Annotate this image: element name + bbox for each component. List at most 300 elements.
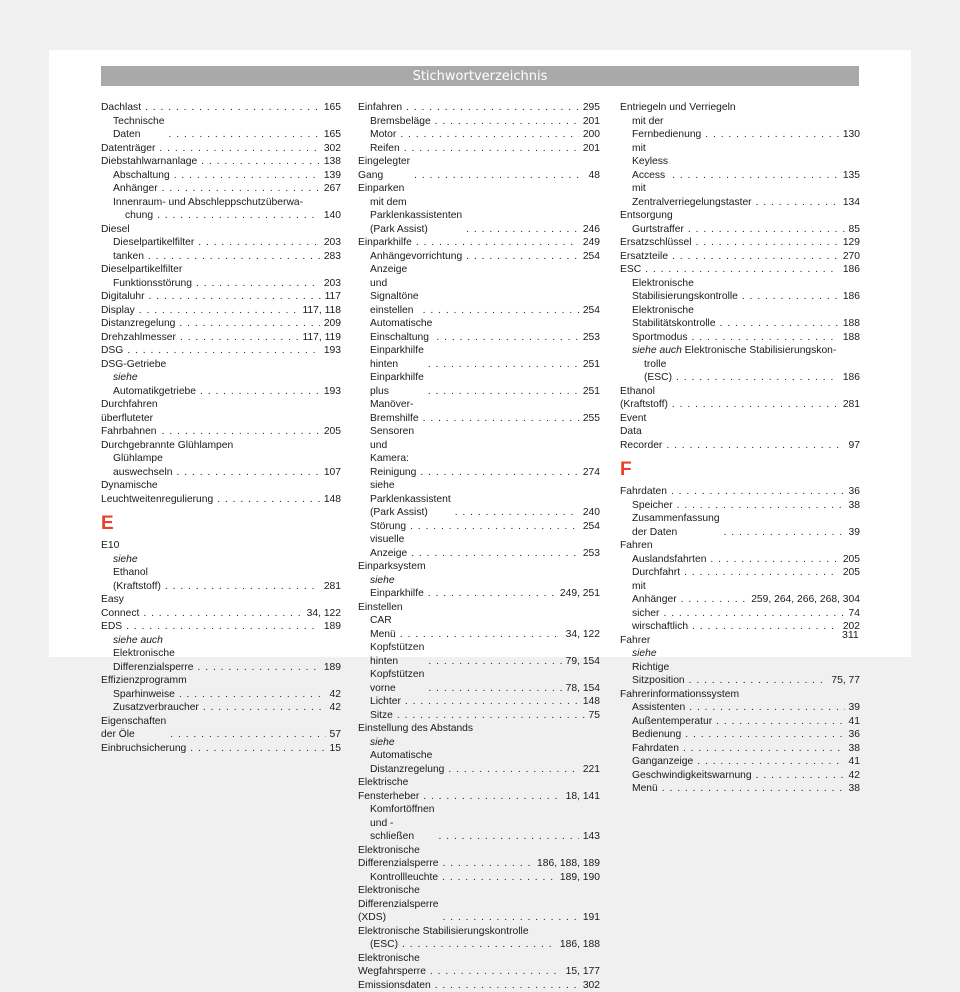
entry-term-text: Ersatzteile bbox=[620, 251, 668, 262]
entry-term bbox=[620, 250, 668, 264]
index-heading-text: Innenraum- und Abschleppschutzüberwa- bbox=[113, 197, 303, 208]
index-entry bbox=[101, 155, 341, 169]
entry-term bbox=[101, 715, 166, 742]
dot-leader bbox=[692, 331, 839, 345]
dot-leader bbox=[662, 782, 845, 796]
page-reference: 267 bbox=[324, 182, 341, 196]
dot-leader bbox=[455, 506, 579, 520]
entry-term bbox=[113, 634, 194, 675]
dot-leader bbox=[126, 620, 320, 634]
entry-term-text: Störung bbox=[370, 521, 406, 532]
entry-term-text: mit der Fernbedienung bbox=[632, 116, 701, 141]
page-reference: 36 bbox=[849, 728, 860, 742]
entry-term-text: Kopfstützen vorne bbox=[370, 669, 424, 694]
dot-leader bbox=[692, 620, 839, 634]
entry-term-text: Elektronische Stabilisierungskontrolle bbox=[632, 278, 738, 303]
entry-term bbox=[620, 263, 641, 277]
page-reference: 283 bbox=[324, 250, 341, 264]
page-reference: 249, 251 bbox=[560, 587, 600, 601]
index-entry bbox=[358, 574, 600, 601]
index-entry bbox=[101, 169, 341, 183]
entry-term bbox=[370, 641, 424, 668]
index-entry bbox=[358, 709, 600, 723]
page-reference: 281 bbox=[324, 580, 341, 594]
entry-term-text: Automatische Einschaltung bbox=[370, 318, 432, 343]
index-entry bbox=[358, 844, 600, 871]
index-entry bbox=[358, 155, 600, 182]
page-reference: 74 bbox=[849, 607, 860, 621]
index-heading bbox=[101, 196, 341, 210]
index-heading-text: Einparksystem bbox=[358, 561, 426, 572]
page-reference: 254 bbox=[583, 520, 600, 534]
entry-term-text: Dieselpartikelfilter bbox=[113, 237, 194, 248]
index-entry bbox=[101, 115, 341, 142]
index-entry bbox=[358, 425, 600, 479]
page-reference: 41 bbox=[849, 755, 860, 769]
page-reference: 203 bbox=[324, 236, 341, 250]
index-heading-text: Dieselpartikelfilter bbox=[101, 264, 182, 275]
dot-leader bbox=[196, 277, 320, 291]
entry-term-text: Einparkhilfe bbox=[358, 237, 412, 248]
page-reference: 189 bbox=[324, 620, 341, 634]
index-entry bbox=[620, 755, 860, 769]
entry-term-text: Datenträger bbox=[101, 143, 155, 154]
index-entry bbox=[620, 512, 860, 539]
index-entry bbox=[620, 728, 860, 742]
entry-term-text: Eingelegter Gang bbox=[358, 156, 410, 181]
index-entry bbox=[358, 263, 600, 317]
page-reference: 85 bbox=[849, 223, 860, 237]
index-heading bbox=[358, 560, 600, 574]
dot-leader bbox=[190, 742, 325, 756]
index-heading-text: Durchgebrannte Glühlampen bbox=[101, 440, 233, 451]
page-reference: 240 bbox=[583, 506, 600, 520]
page-reference: 117, 119 bbox=[302, 331, 341, 345]
entry-term bbox=[632, 512, 720, 539]
entry-term-text: tanken bbox=[113, 251, 144, 262]
entry-term bbox=[620, 236, 692, 250]
dot-leader bbox=[404, 142, 579, 156]
page-reference: 39 bbox=[849, 701, 860, 715]
index-entry bbox=[620, 485, 860, 499]
index-entry bbox=[101, 742, 341, 756]
page-reference: 253 bbox=[583, 547, 600, 561]
entry-term bbox=[632, 607, 659, 621]
see-reference: siehe bbox=[632, 648, 657, 659]
page-reference: 202 bbox=[843, 620, 860, 634]
entry-term bbox=[113, 452, 173, 479]
dot-leader bbox=[162, 182, 320, 196]
entry-term bbox=[101, 331, 176, 345]
index-entry bbox=[101, 634, 341, 675]
page-reference: 201 bbox=[583, 142, 600, 156]
page-reference: 15, 177 bbox=[566, 965, 600, 979]
dot-leader bbox=[428, 682, 561, 696]
entry-term-text: mit Anhänger bbox=[632, 581, 677, 606]
dot-leader bbox=[435, 979, 579, 992]
dot-leader bbox=[683, 742, 845, 756]
index-entry bbox=[358, 695, 600, 709]
page-reference: 134 bbox=[843, 196, 860, 210]
dot-leader bbox=[405, 695, 579, 709]
entry-term-text: Funktionsstörung bbox=[113, 278, 192, 289]
entry-term bbox=[370, 128, 396, 142]
page-reference: 38 bbox=[849, 499, 860, 513]
entry-term-text: Eigenschaften der Öle bbox=[101, 716, 166, 741]
index-entry bbox=[620, 142, 860, 183]
dot-leader bbox=[466, 250, 579, 264]
page-reference: 57 bbox=[330, 728, 341, 742]
dot-leader bbox=[439, 830, 579, 844]
page-reference: 130 bbox=[843, 128, 860, 142]
dot-leader bbox=[201, 155, 320, 169]
dot-leader bbox=[177, 466, 320, 480]
entry-term bbox=[370, 668, 424, 695]
page-reference: 205 bbox=[843, 553, 860, 567]
index-entry bbox=[358, 871, 600, 885]
page-title: Stichwortverzeichnis bbox=[101, 69, 859, 84]
entry-term bbox=[632, 331, 688, 345]
index-entry bbox=[620, 331, 860, 345]
dot-leader bbox=[435, 115, 579, 129]
entry-term-text: Emissionsdaten bbox=[358, 980, 431, 991]
page-reference: 117 bbox=[325, 290, 341, 304]
entry-term-text: Durchfahrt bbox=[632, 567, 680, 578]
index-entry bbox=[358, 142, 600, 156]
entry-term-text: Einparkhilfe plus bbox=[370, 372, 424, 397]
dot-leader bbox=[157, 209, 320, 223]
entry-term bbox=[632, 580, 677, 607]
entry-term-text: EDS bbox=[101, 621, 122, 632]
entry-term bbox=[632, 769, 752, 783]
page-reference: 246 bbox=[583, 223, 600, 237]
entry-term-text: Richtige Sitzposition bbox=[632, 662, 685, 687]
entry-term-text: visuelle Anzeige bbox=[370, 534, 407, 559]
entry-term-text: sicher bbox=[632, 608, 659, 619]
entry-term bbox=[113, 182, 158, 196]
entry-term-text: Sensoren und Kamera: Reinigung bbox=[370, 426, 416, 478]
entry-term bbox=[370, 614, 396, 641]
entry-term bbox=[632, 304, 716, 331]
index-heading-text: Fahren bbox=[620, 540, 653, 551]
entry-term bbox=[101, 101, 141, 115]
entry-term bbox=[101, 155, 197, 169]
index-entry bbox=[101, 688, 341, 702]
entry-term bbox=[113, 115, 165, 142]
entry-term bbox=[113, 688, 175, 702]
see-reference: siehe bbox=[113, 554, 138, 565]
entry-term bbox=[632, 277, 738, 304]
dot-leader bbox=[672, 250, 839, 264]
entry-term-text: Assistenten bbox=[632, 702, 685, 713]
page-reference: 259, 264, 266, 268, 304 bbox=[751, 593, 860, 607]
entry-term-text: Zusammenfassung der Daten bbox=[632, 513, 720, 538]
dot-leader bbox=[720, 317, 839, 331]
index-heading-text: Einstellung des Abstands bbox=[358, 723, 473, 734]
page-reference: 249 bbox=[583, 236, 600, 250]
entry-term-text: Anhänger bbox=[113, 183, 158, 194]
entry-term-text: Sportmodus bbox=[632, 332, 688, 343]
index-entry bbox=[620, 499, 860, 513]
index-entry bbox=[358, 736, 600, 777]
index-heading-text: Entriegeln und Verriegeln bbox=[620, 102, 736, 113]
entry-term-text: Kopfstützen hinten bbox=[370, 642, 424, 667]
entry-term bbox=[101, 344, 123, 358]
index-entry bbox=[358, 196, 600, 237]
dot-leader bbox=[716, 715, 844, 729]
index-entry bbox=[101, 142, 341, 156]
dot-leader bbox=[414, 169, 584, 183]
entry-term bbox=[370, 695, 401, 709]
entry-term bbox=[370, 425, 416, 479]
entry-term bbox=[632, 742, 679, 756]
index-entry bbox=[101, 182, 341, 196]
entry-term bbox=[101, 593, 139, 620]
index-entry bbox=[620, 647, 860, 688]
index-entry bbox=[101, 715, 341, 742]
entry-term-text: Einfahren bbox=[358, 102, 402, 113]
index-entry bbox=[358, 952, 600, 979]
entry-term bbox=[632, 115, 701, 142]
page-reference: 79, 154 bbox=[566, 655, 600, 669]
entry-term bbox=[632, 223, 684, 237]
page-reference: 42 bbox=[849, 769, 860, 783]
entry-term-text: Event Data Recorder bbox=[620, 413, 662, 451]
dot-leader bbox=[198, 236, 320, 250]
entry-term bbox=[644, 358, 672, 385]
page-reference: 189 bbox=[324, 661, 341, 675]
page-reference: 39 bbox=[849, 526, 860, 540]
entry-term-text: Manöver-Bremshilfe bbox=[370, 399, 419, 424]
dot-leader bbox=[666, 439, 844, 453]
page-number: 311 bbox=[842, 629, 859, 641]
index-entry bbox=[101, 101, 341, 115]
index-entry bbox=[358, 533, 600, 560]
page-reference: 205 bbox=[843, 566, 860, 580]
page-reference: 78, 154 bbox=[566, 682, 600, 696]
page-reference: 34, 122 bbox=[307, 607, 341, 621]
index-entry bbox=[358, 236, 600, 250]
index-heading bbox=[620, 634, 860, 648]
index-heading bbox=[101, 439, 341, 453]
index-heading bbox=[101, 358, 341, 372]
page-reference: 193 bbox=[324, 344, 341, 358]
page-reference: 135 bbox=[843, 169, 860, 183]
dot-leader bbox=[406, 101, 579, 115]
dot-leader bbox=[448, 763, 578, 777]
page-reference: 188 bbox=[843, 317, 860, 331]
entry-term-text: Anhängevorrichtung bbox=[370, 251, 462, 262]
index-entry bbox=[358, 250, 600, 264]
dot-leader bbox=[400, 628, 562, 642]
section-letter: F bbox=[620, 459, 860, 481]
index-entry bbox=[620, 250, 860, 264]
index-entry bbox=[358, 115, 600, 129]
entry-term bbox=[113, 236, 194, 250]
index-heading-text: Fahrerinformationssystem bbox=[620, 689, 739, 700]
page-reference: 165 bbox=[324, 101, 341, 115]
entry-term bbox=[370, 196, 462, 237]
index-entry bbox=[358, 668, 600, 695]
dot-leader bbox=[466, 223, 579, 237]
dot-leader bbox=[159, 142, 319, 156]
entry-term bbox=[370, 574, 424, 601]
entry-term-text: Ethanol (Kraftstoff) bbox=[620, 386, 668, 411]
entry-term-text: Durchfahren überfluteter Fahrbahnen bbox=[101, 399, 158, 437]
entry-term-text: Motor bbox=[370, 129, 396, 140]
dot-leader bbox=[756, 196, 839, 210]
entry-term-text: Dachlast bbox=[101, 102, 141, 113]
entry-term bbox=[370, 344, 424, 371]
dot-leader bbox=[756, 769, 845, 783]
entry-term-text: Technische Daten bbox=[113, 116, 165, 141]
dot-leader bbox=[663, 607, 844, 621]
index-heading-text: Einstellen bbox=[358, 602, 403, 613]
index-entry bbox=[620, 236, 860, 250]
dot-leader bbox=[198, 661, 320, 675]
index-entry bbox=[101, 290, 341, 304]
page-reference: 42 bbox=[330, 701, 341, 715]
dot-leader bbox=[742, 290, 839, 304]
page-reference: 274 bbox=[583, 466, 600, 480]
entry-term bbox=[620, 385, 668, 412]
entry-term-text: trolle (ESC) bbox=[644, 359, 672, 384]
dot-leader bbox=[145, 101, 320, 115]
index-entry bbox=[358, 520, 600, 534]
entry-term-text: Digitaluhr bbox=[101, 291, 145, 302]
entry-term bbox=[632, 182, 752, 209]
index-entry bbox=[358, 979, 600, 992]
page-reference: 251 bbox=[583, 358, 600, 372]
index-entry bbox=[101, 620, 341, 634]
page-reference: 203 bbox=[324, 277, 341, 291]
see-reference: siehe auch bbox=[113, 635, 163, 646]
dot-leader bbox=[200, 385, 320, 399]
entry-term-text: Automatische Distanzregelung bbox=[370, 750, 444, 775]
entry-term bbox=[113, 169, 170, 183]
dot-leader bbox=[685, 728, 844, 742]
page-reference: 200 bbox=[583, 128, 600, 142]
section-letter: E bbox=[101, 513, 341, 535]
index-entry bbox=[620, 115, 860, 142]
entry-term bbox=[632, 620, 688, 634]
entry-term-text: Menü bbox=[632, 783, 658, 794]
entry-term bbox=[370, 533, 407, 560]
page-reference: 48 bbox=[589, 169, 600, 183]
index-entry bbox=[358, 128, 600, 142]
page-reference: 107 bbox=[324, 466, 341, 480]
entry-term bbox=[632, 647, 685, 688]
page-reference: 281 bbox=[843, 398, 860, 412]
entry-term bbox=[370, 938, 398, 952]
entry-term-text: CAR Menü bbox=[370, 615, 396, 640]
index-heading-text: E10 bbox=[101, 540, 119, 551]
entry-term-text: Geschwindigkeitswarnung bbox=[632, 770, 752, 781]
page-reference: 148 bbox=[583, 695, 600, 709]
entry-term-text: Ethanol (Kraftstoff) bbox=[113, 567, 161, 592]
entry-term-text: Fahrdaten bbox=[632, 743, 679, 754]
dot-leader bbox=[442, 871, 556, 885]
entry-term-text: Kontrollleuchte bbox=[370, 872, 438, 883]
entry-term bbox=[358, 236, 412, 250]
index-heading bbox=[358, 182, 600, 196]
index-entry bbox=[620, 358, 860, 385]
dot-leader bbox=[139, 304, 299, 318]
dot-leader bbox=[416, 236, 579, 250]
index-entry bbox=[101, 317, 341, 331]
page-reference: 254 bbox=[583, 304, 600, 318]
entry-term-text: Elektronische Wegfahrsperre bbox=[358, 953, 426, 978]
see-reference: siehe auch bbox=[632, 345, 682, 356]
entry-term-text: Glühlampe auswechseln bbox=[113, 453, 173, 478]
entry-term-text: ESC bbox=[620, 264, 641, 275]
entry-term-text: Lichter bbox=[370, 696, 401, 707]
index-entry bbox=[620, 782, 860, 796]
index-heading bbox=[101, 539, 341, 553]
page-reference: 36 bbox=[849, 485, 860, 499]
dot-leader bbox=[423, 790, 561, 804]
page-reference: 186 bbox=[843, 371, 860, 385]
index-entry bbox=[620, 620, 860, 634]
index-entry bbox=[620, 553, 860, 567]
entry-term-text: Zusatzverbraucher bbox=[113, 702, 199, 713]
index-entry bbox=[358, 614, 600, 641]
entry-term-text: Drehzahlmesser bbox=[101, 332, 176, 343]
dot-leader bbox=[645, 263, 839, 277]
index-entry bbox=[620, 607, 860, 621]
page-reference: 295 bbox=[583, 101, 600, 115]
entry-term bbox=[370, 871, 438, 885]
entry-term-text: Elektrische Fensterheber bbox=[358, 777, 419, 802]
page-reference: 270 bbox=[843, 250, 860, 264]
entry-term-text: Elektronische Differenzialsperre (XDS) bbox=[358, 885, 439, 923]
dot-leader bbox=[423, 304, 579, 318]
index-entry bbox=[101, 277, 341, 291]
entry-term-text: Abschaltung bbox=[113, 170, 170, 181]
dot-leader bbox=[165, 580, 320, 594]
dot-leader bbox=[411, 547, 579, 561]
entry-term-text: Distanzregelung bbox=[101, 318, 175, 329]
index-heading-text: Elektronische Stabilisierungskontrolle bbox=[358, 926, 529, 937]
index-entry bbox=[620, 769, 860, 783]
dot-leader bbox=[169, 128, 320, 142]
dot-leader bbox=[696, 236, 839, 250]
index-entry bbox=[620, 580, 860, 607]
page-reference: 165 bbox=[324, 128, 341, 142]
page-reference: 302 bbox=[583, 979, 600, 992]
dot-leader bbox=[148, 250, 320, 264]
page-reference: 251 bbox=[583, 385, 600, 399]
entry-term-text: DSG bbox=[101, 345, 123, 356]
dot-leader bbox=[410, 520, 579, 534]
entry-term bbox=[358, 979, 431, 992]
index-heading-text: DSG-Getriebe bbox=[101, 359, 166, 370]
entry-term-text: Automatikgetriebe bbox=[113, 386, 196, 397]
entry-term-text: Reifen bbox=[370, 143, 400, 154]
index-heading-text: Entsorgung bbox=[620, 210, 673, 221]
page-reference: 186 bbox=[843, 263, 860, 277]
entry-term bbox=[632, 553, 706, 567]
index-entry bbox=[620, 742, 860, 756]
entry-term-text: mit Keyless Access bbox=[632, 143, 668, 181]
index-heading-text: Diesel bbox=[101, 224, 130, 235]
entry-term bbox=[358, 844, 439, 871]
entry-term bbox=[370, 803, 435, 844]
entry-term bbox=[620, 485, 667, 499]
page-reference: 38 bbox=[849, 742, 860, 756]
page-reference: 42 bbox=[330, 688, 341, 702]
index-heading bbox=[620, 344, 860, 358]
